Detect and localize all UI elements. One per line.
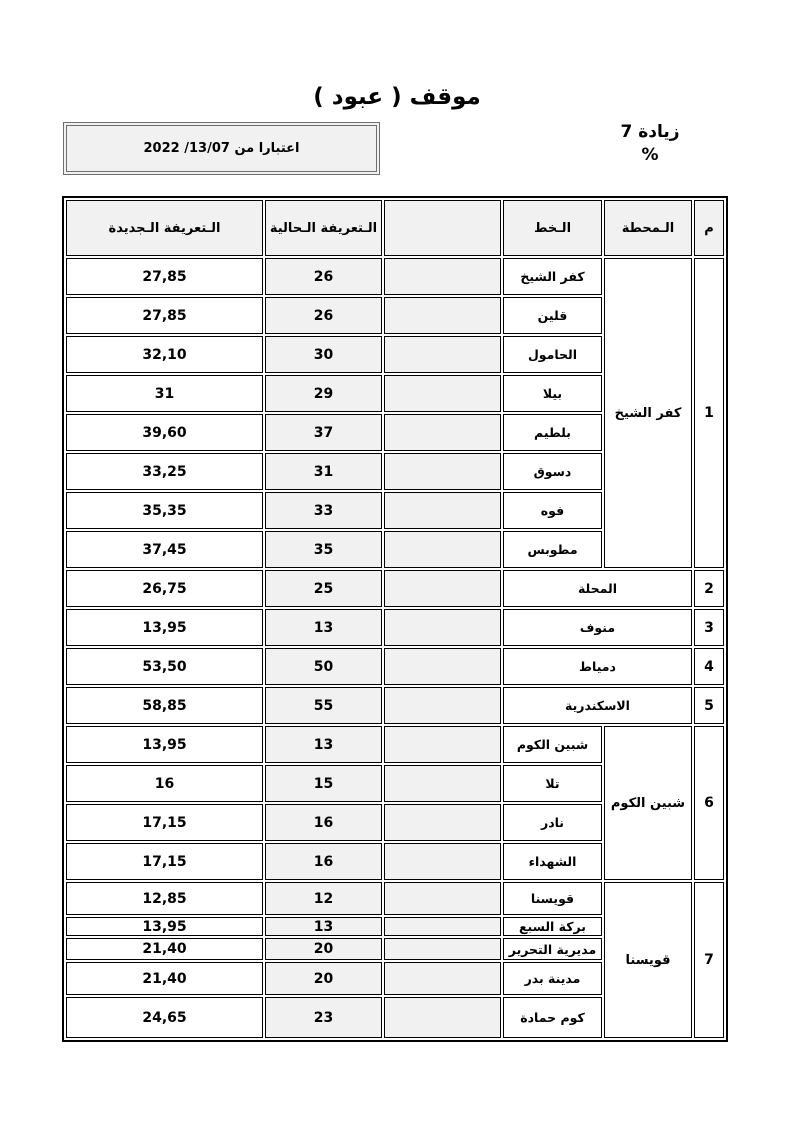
line-cell: بيلا (503, 375, 602, 412)
column-header-new-tariff: الـتعريفة الـجديدة (66, 200, 263, 256)
current-tariff-cell: 20 (265, 938, 382, 960)
new-tariff-cell: 16 (66, 765, 263, 802)
line-cell: الاسكندرية (503, 687, 692, 724)
new-tariff-cell: 33,25 (66, 453, 263, 490)
new-tariff-cell: 13,95 (66, 726, 263, 763)
line-cell: المحلة (503, 570, 692, 607)
station-cell: قويسنا (604, 882, 692, 1038)
effective-date-box (63, 122, 380, 175)
line-cell: الشهداء (503, 843, 602, 880)
blank-cell (384, 687, 501, 724)
line-cell: مطوبس (503, 531, 602, 568)
row-number-cell: 4 (694, 648, 724, 685)
line-cell: مديرية التحرير (503, 938, 602, 960)
line-cell: كفر الشيخ (503, 258, 602, 295)
row-number-cell: 7 (694, 882, 724, 1038)
blank-cell (384, 453, 501, 490)
line-cell: تلا (503, 765, 602, 802)
current-tariff-cell: 37 (265, 414, 382, 451)
new-tariff-cell: 21,40 (66, 962, 263, 995)
blank-cell (384, 375, 501, 412)
table-row (66, 258, 724, 295)
current-tariff-cell: 50 (265, 648, 382, 685)
blank-cell (384, 917, 501, 936)
blank-cell (384, 938, 501, 960)
table-row (66, 648, 724, 685)
table-row (66, 882, 724, 915)
current-tariff-cell: 12 (265, 882, 382, 915)
current-tariff-cell: 35 (265, 531, 382, 568)
increase-percentage-note: زيادة 7 % (620, 122, 680, 165)
line-cell: نادر (503, 804, 602, 841)
column-header-line: الـخط (503, 200, 602, 256)
line-cell: قويسنا (503, 882, 602, 915)
station-cell: شبين الكوم (604, 726, 692, 880)
column-header-current-tariff: الـتعريفة الـحالية (265, 200, 382, 256)
line-cell: دسوق (503, 453, 602, 490)
new-tariff-cell: 13,95 (66, 917, 263, 936)
line-cell: فوه (503, 492, 602, 529)
row-number-cell: 3 (694, 609, 724, 646)
current-tariff-cell: 30 (265, 336, 382, 373)
current-tariff-cell: 15 (265, 765, 382, 802)
line-cell: الحامول (503, 336, 602, 373)
new-tariff-cell: 24,65 (66, 997, 263, 1038)
column-header-number: م (694, 200, 724, 256)
new-tariff-cell: 17,15 (66, 843, 263, 880)
current-tariff-cell: 20 (265, 962, 382, 995)
row-number-cell: 2 (694, 570, 724, 607)
new-tariff-cell: 13,95 (66, 609, 263, 646)
blank-cell (384, 336, 501, 373)
blank-cell (384, 531, 501, 568)
current-tariff-cell: 16 (265, 804, 382, 841)
current-tariff-cell: 23 (265, 997, 382, 1038)
blank-cell (384, 882, 501, 915)
table-header-row (66, 200, 724, 256)
new-tariff-cell: 31 (66, 375, 263, 412)
new-tariff-cell: 17,15 (66, 804, 263, 841)
blank-cell (384, 492, 501, 529)
blank-cell (384, 414, 501, 451)
current-tariff-cell: 26 (265, 258, 382, 295)
table-row (66, 570, 724, 607)
new-tariff-cell: 35,35 (66, 492, 263, 529)
row-number-cell: 6 (694, 726, 724, 880)
current-tariff-cell: 13 (265, 726, 382, 763)
blank-cell (384, 726, 501, 763)
line-cell: قلين (503, 297, 602, 334)
new-tariff-cell: 32,10 (66, 336, 263, 373)
fare-table (62, 196, 728, 1042)
new-tariff-cell: 12,85 (66, 882, 263, 915)
new-tariff-cell: 58,85 (66, 687, 263, 724)
table-row (66, 726, 724, 763)
current-tariff-cell: 26 (265, 297, 382, 334)
line-cell: بلطيم (503, 414, 602, 451)
new-tariff-cell: 27,85 (66, 258, 263, 295)
blank-cell (384, 765, 501, 802)
station-cell: كفر الشيخ (604, 258, 692, 568)
new-tariff-cell: 27,85 (66, 297, 263, 334)
blank-cell (384, 570, 501, 607)
effective-date-text: اعتبارا من 13/07/ 2022 (66, 125, 377, 172)
new-tariff-cell: 26,75 (66, 570, 263, 607)
blank-cell (384, 962, 501, 995)
current-tariff-cell: 29 (265, 375, 382, 412)
line-cell: كوم حمادة (503, 997, 602, 1038)
current-tariff-cell: 31 (265, 453, 382, 490)
line-cell: دمياط (503, 648, 692, 685)
line-cell: شبين الكوم (503, 726, 602, 763)
blank-cell (384, 297, 501, 334)
current-tariff-cell: 13 (265, 609, 382, 646)
new-tariff-cell: 37,45 (66, 531, 263, 568)
current-tariff-cell: 16 (265, 843, 382, 880)
line-cell: مدينة بدر (503, 962, 602, 995)
row-number-cell: 1 (694, 258, 724, 568)
new-tariff-cell: 53,50 (66, 648, 263, 685)
current-tariff-cell: 33 (265, 492, 382, 529)
column-header-station: الـمحطة (604, 200, 692, 256)
new-tariff-cell: 21,40 (66, 938, 263, 960)
line-cell: منوف (503, 609, 692, 646)
current-tariff-cell: 13 (265, 917, 382, 936)
blank-cell (384, 258, 501, 295)
blank-cell (384, 609, 501, 646)
current-tariff-cell: 55 (265, 687, 382, 724)
page-title: موقف ( عبود ) (313, 84, 481, 110)
line-cell: بركة السبع (503, 917, 602, 936)
table-row (66, 687, 724, 724)
blank-cell (384, 648, 501, 685)
new-tariff-cell: 39,60 (66, 414, 263, 451)
column-header-blank (384, 200, 501, 256)
table-row (66, 609, 724, 646)
blank-cell (384, 997, 501, 1038)
row-number-cell: 5 (694, 687, 724, 724)
blank-cell (384, 843, 501, 880)
current-tariff-cell: 25 (265, 570, 382, 607)
blank-cell (384, 804, 501, 841)
